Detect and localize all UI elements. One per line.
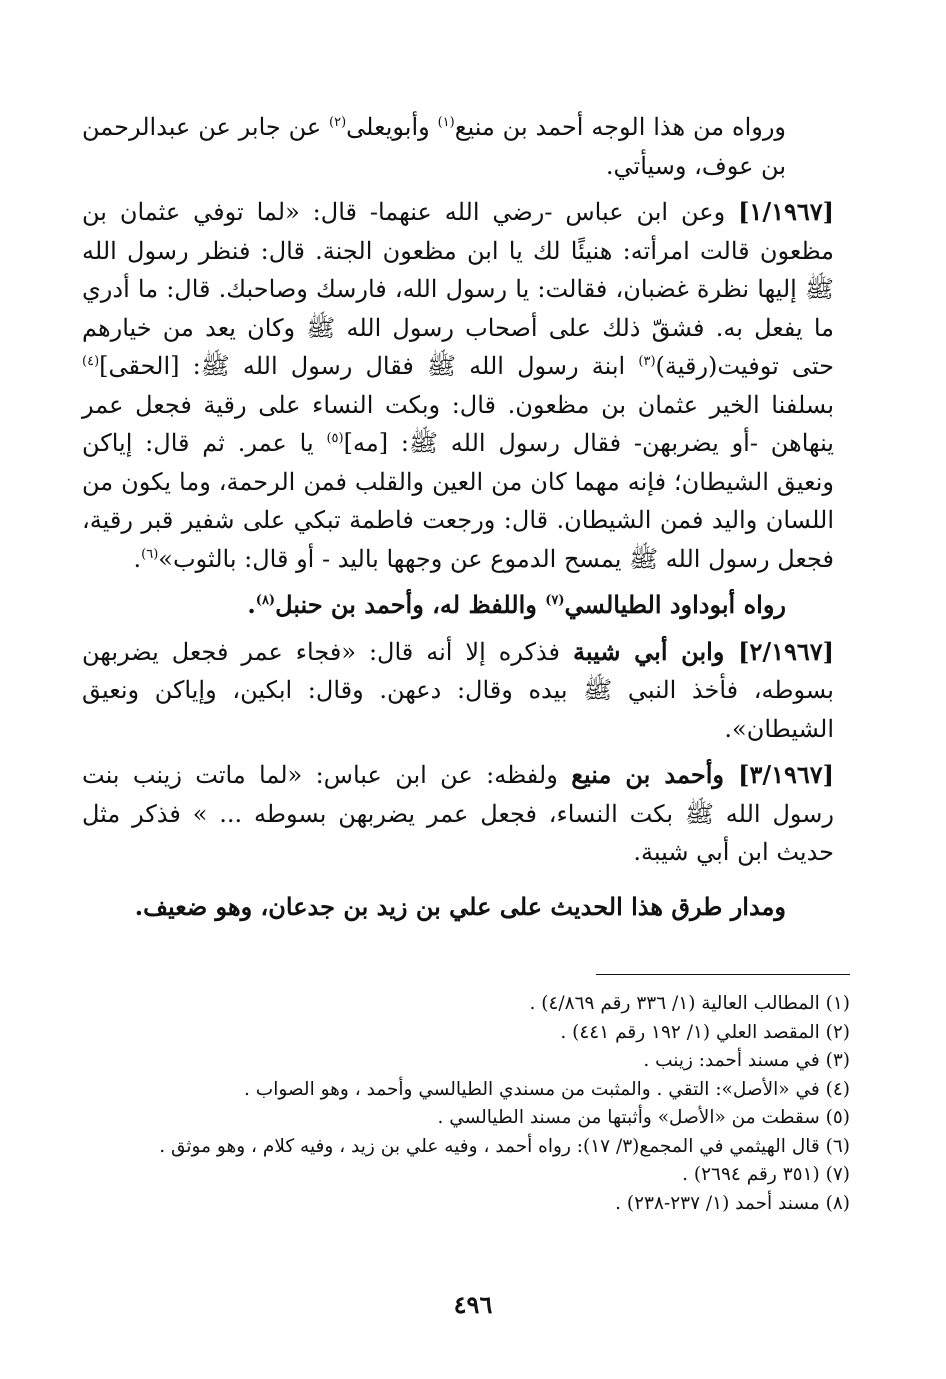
text-run: ومدار طرق هذا الحديث على علي بن زيد بن جدعان، وهو ضعيف. — [134, 891, 786, 921]
footnote-marker: (٨) — [255, 593, 276, 608]
conclusion-line — [82, 888, 834, 927]
text-run: . — [247, 590, 256, 619]
footnote-marker: (٢) — [329, 115, 347, 130]
text-run: . — [133, 544, 142, 573]
text-run: وعن ابن عباس -رضي الله عنهما- قال: «لما توفي عثمان بن مظعون قالت امرأته: هنيئًا لك يا ابن مظعون الجنة. قال: فنظر رسول الله ﷺ إليها نظرة غضبان، فقالت: يا رسول الله، فارسك وصاحبك. قال: ما أدري ما يفعل به. فشقّ ذلك على أصحاب رسول الله ﷺ وكان يعد من خيارهم حتى توفيت(رقية) — [82, 198, 835, 380]
text-run: رواه أبوداود الطيالسي — [564, 590, 786, 619]
narrator-name: وأحمد بن منيع — [571, 760, 739, 789]
footnote-5: (٥) سقطت من «الأصل» وأثبتها من مسند الطيالسي . — [437, 1107, 850, 1128]
page-number: ٤٩٦ — [453, 1290, 493, 1319]
text-run: عن جابر عن عبدالرحمن بن عوف، وسيأتي. — [82, 113, 786, 180]
footnote-divider — [596, 974, 850, 975]
text-run: وأبويعلى — [346, 113, 438, 141]
hadith-number: [٣/١٩٦٧] — [738, 760, 835, 789]
footnote-6: (٦) قال الهيثمي في المجمع(٣/ ١٧): رواه أحمد ، وفيه علي بن زيد ، وفيه كلام ، وهو موثق . — [159, 1135, 850, 1157]
text-run: واللفظ له، وأحمد بن حنبل — [275, 590, 546, 619]
footnote-marker: (٦) — [141, 546, 159, 562]
text-run: بسلفنا الخير عثمان بن مظعون. قال: وبكت النساء على رقية فجعل عمر ينهاهن -أو يضربهن- فقال رسول الله ﷺ: [مه] — [82, 390, 834, 457]
text-run: ورواه من هذا الوجه أحمد بن منيع — [454, 113, 787, 141]
hadith-1 — [82, 193, 834, 578]
text-run: يا عمر. ثم قال: إياكن ونعيق الشيطان؛ فإنه مهما كان من العين والقلب فمن الرحمة، وما يكون من اللسان واليد فمن الشيطان. قال: ورجعت فاطمة تبكي على شفير قبر رقية، فجعل رسول الله ﷺ يمسح الدموع عن وجهها باليد - أو قال: بالثوب» — [82, 429, 834, 573]
hadith-3 — [82, 756, 834, 872]
paragraph-opening — [82, 108, 834, 185]
footnotes — [82, 990, 850, 1218]
footnote-7: (٧) (٣٥١ رقم ٢٦٩٤) . — [682, 1164, 850, 1185]
footnote-marker: (٣) — [638, 354, 656, 369]
footnote-2: (٢) المقصد العلي (١/ ١٩٢ رقم ٤٤١) . — [560, 1021, 850, 1043]
footnote-8: (٨) مسند أحمد (١/ ٢٣٧-٢٣٨) . — [615, 1192, 850, 1214]
footnote-4: (٤) في «الأصل»: التقي . والمثبت من مسندي الطيالسي وأحمد ، وهو الصواب . — [244, 1078, 850, 1100]
narration-attribution — [82, 586, 834, 625]
footnote-marker: (١) — [437, 115, 455, 130]
footnote-marker: (٥) — [326, 431, 344, 446]
main-text — [82, 108, 834, 926]
hadith-2 — [82, 633, 834, 749]
hadith-number: [٢/١٩٦٧] — [738, 636, 835, 666]
text-run: ابنة رسول الله ﷺ فقال رسول الله ﷺ: [الحقى] — [99, 352, 639, 380]
footnote-marker: (٤) — [82, 354, 100, 369]
narrator-name: وابن أبي شيبة — [573, 636, 739, 666]
hadith-number: [١/١٩٦٧] — [738, 197, 834, 226]
footnote-1: (١) المطالب العالية (١/ ٣٣٦ رقم ٤/٨٦٩) . — [529, 993, 850, 1014]
text-run: فذكره إلا أنه قال: «فجاء عمر فجعل يضربهن بسوطه، فأخذ النبي ﷺ بيده وقال: دعهن. وقال: ابكين، وإياكن ونعيق الشيطان». — [82, 637, 834, 743]
text-run: ولفظه: عن ابن عباس: «لما ماتت زينب بنت رسول الله ﷺ بكت النساء، فجعل عمر يضربهن بسوطه ... » فذكر مثل حديث ابن أبي شيبة. — [82, 761, 834, 866]
footnote-3: (٣) في مسند أحمد: زينب . — [643, 1050, 850, 1071]
footnote-marker: (٧) — [545, 593, 565, 608]
